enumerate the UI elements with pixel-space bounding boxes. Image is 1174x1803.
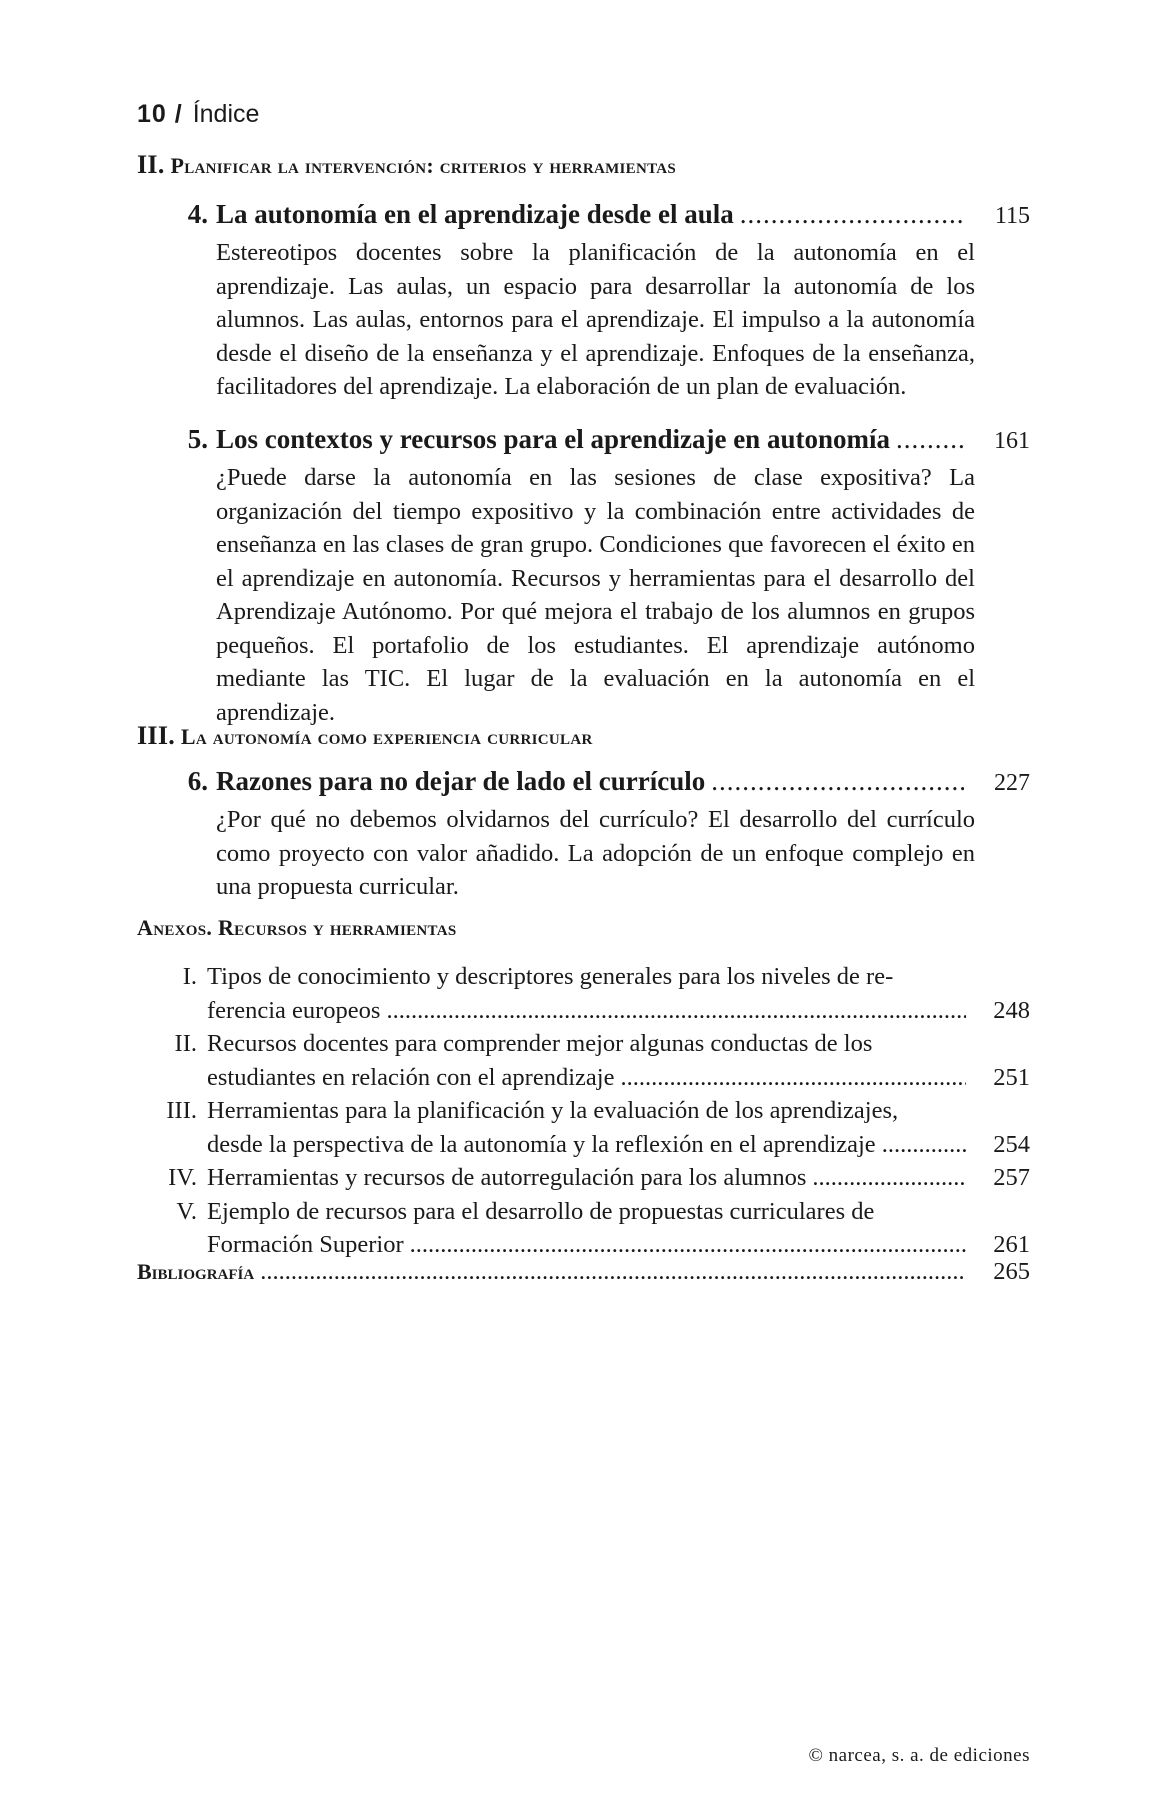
annex-roman: I. xyxy=(182,963,197,990)
part-roman: III. xyxy=(137,721,176,750)
toc-entry-chapter-4 xyxy=(176,199,1030,404)
chapter-description: ¿Puede darse la autonomía en las sesiones de clase expositiva? La organización del tiempo expositivo y la combinación entre actividades de enseñanza en las clases de gran grupo. Condiciones que favorecen el éxito en el aprendizaje en autonomía. Recursos y herramientas para el desarrollo del Aprendizaje Autónomo. Por qué mejora el trabajo de los alumnos en grupos pequeños. El portafolio de los estudiantes. El aprendizaje autónomo mediante las TIC. El lugar de la evaluación en la autonomía en el aprendizaje. xyxy=(216,464,975,726)
annex-roman: V. xyxy=(176,1197,197,1225)
annex-line1: Ejemplo de recursos para el desarrollo de propuestas curriculares de xyxy=(207,1197,875,1225)
annex-line2: Herramientas y recursos de autorregulación para los alumnos xyxy=(207,1164,807,1191)
chapter-description: ¿Por qué no debemos olvidarnos del currículo? El desarrollo del currículo como proyecto con valor añadido. La adopción de un enfoque complejo en una propuesta curricular. xyxy=(216,806,975,900)
annex-line2: estudiantes en relación con el aprendizaje xyxy=(207,1063,615,1091)
annex-line1: Recursos docentes para comprender mejor algunas conductas de los xyxy=(207,1030,873,1057)
annex-page: 248 xyxy=(993,996,1030,1024)
toc-entry-chapter-5 xyxy=(176,424,1030,729)
dot-leader xyxy=(620,1061,966,1095)
annex-roman: IV. xyxy=(168,1164,197,1191)
bibliography-page: 265 xyxy=(993,1258,1030,1285)
annex-item-v xyxy=(137,1195,1030,1262)
part-heading-ii xyxy=(137,150,676,180)
chapter-number: 6. xyxy=(187,766,208,796)
annex-line2: Formación Superior xyxy=(207,1231,404,1258)
bibliography-title: Bibliografía xyxy=(137,1259,255,1284)
chapter-number: 4. xyxy=(187,199,208,229)
annex-item-iii xyxy=(137,1094,1030,1161)
chapter-title: Los contextos y recursos para el aprendizaje en autonomía xyxy=(216,424,890,454)
chapter-description: Estereotipos docentes sobre la planificación de la autonomía en el aprendizaje. Las aulas, un espacio para desarrollar la autonomía de los alumnos. Las aulas, entornos para el aprendizaje. El impulso a la autonomía desde el diseño de la enseñanza y el aprendizaje. Enfoques de la enseñanza, facilitadores del aprendizaje. La elaboración de un plan de evaluación. xyxy=(216,239,975,400)
toc-entry-bibliography xyxy=(137,1258,1030,1286)
chapter-page: 227 xyxy=(994,770,1030,796)
dot-leader xyxy=(260,1258,966,1286)
annex-roman: II. xyxy=(174,1030,197,1057)
chapter-title-line xyxy=(176,766,1030,797)
annex-page: 261 xyxy=(993,1231,1030,1258)
dot-leader xyxy=(410,1228,966,1262)
chapter-title: Razones para no dejar de lado el currículo xyxy=(216,766,706,796)
annex-line2: ferencia europeos xyxy=(207,996,381,1024)
annex-item-i xyxy=(137,960,1030,1027)
annexes-heading: Anexos. Recursos y herramientas xyxy=(137,915,457,940)
annex-line1: Tipos de conocimiento y descriptores generales para los niveles de re- xyxy=(207,963,894,990)
chapter-title-line xyxy=(176,424,1030,455)
dot-leader xyxy=(711,766,964,797)
page-number: 10 / xyxy=(137,100,183,128)
dot-leader xyxy=(386,994,966,1028)
annex-roman: III. xyxy=(166,1097,197,1124)
toc-entry-chapter-6 xyxy=(176,766,1030,904)
annex-line2: desde la perspectiva de la autonomía y la reflexión en el aprendizaje xyxy=(207,1130,876,1158)
chapter-title: La autonomía en el aprendizaje desde el aula xyxy=(216,199,734,229)
dot-leader xyxy=(896,424,964,455)
running-head-title: Índice xyxy=(192,100,260,128)
chapter-title-line xyxy=(176,199,1030,230)
chapter-page: 115 xyxy=(994,203,1030,229)
dot-leader xyxy=(812,1161,966,1195)
dot-leader xyxy=(740,199,964,230)
part-title: Planificar la intervención: criterios y herramientas xyxy=(170,153,677,178)
part-title: La autonomía como experiencia curricular xyxy=(180,724,593,749)
annex-page: 251 xyxy=(993,1063,1030,1091)
part-roman: II. xyxy=(137,150,165,179)
running-head xyxy=(137,100,259,129)
chapter-number: 5. xyxy=(187,424,208,454)
annex-page: 254 xyxy=(993,1130,1030,1158)
annex-line1: Herramientas para la planificación y la evaluación de los aprendizajes, xyxy=(207,1097,899,1124)
copyright-footer: © narcea, s. a. de ediciones xyxy=(808,1745,1030,1766)
chapter-page: 161 xyxy=(994,428,1030,454)
dot-leader xyxy=(882,1128,966,1162)
part-heading-iii xyxy=(137,721,593,751)
annex-page: 257 xyxy=(993,1164,1030,1191)
annex-item-ii xyxy=(137,1027,1030,1094)
annex-item-iv xyxy=(137,1161,1030,1195)
annex-list xyxy=(137,960,1030,1262)
